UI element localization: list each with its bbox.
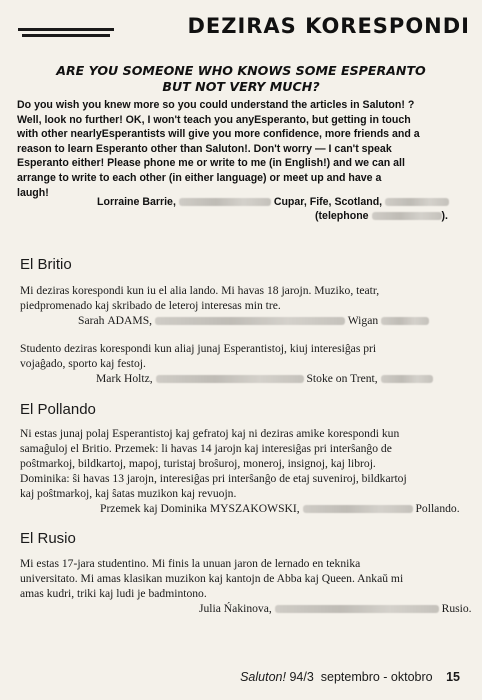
intro-line: Esperanto either! Please phone me or write to me (in English!) and we can all bbox=[17, 157, 405, 170]
ad-line: vojaĝado, sporto kaj festoj. bbox=[20, 357, 146, 370]
contact-name-first: Przemek kaj Dominika bbox=[100, 502, 207, 515]
rusio-ad-text bbox=[20, 556, 462, 601]
contact-place: Stoke on Trent, bbox=[306, 372, 378, 385]
contact-place: Rusio. bbox=[441, 602, 472, 615]
masthead-rule bbox=[18, 28, 114, 31]
phone-end: ). bbox=[441, 210, 448, 222]
ad-line: poŝtmarkoj, bildkartoj, mapoj, turistaj broŝuroj, moneroj, insignoj, kaj libroj. bbox=[20, 457, 376, 470]
intro-heading-line2: BUT NOT VERY MUCH? bbox=[162, 79, 320, 94]
redacted-postcode bbox=[385, 198, 449, 206]
britio-ad1-text bbox=[20, 283, 462, 313]
redacted-phone bbox=[372, 212, 442, 220]
issue-months: septembro - oktobro bbox=[320, 670, 433, 684]
section-title-rusio: El Rusio bbox=[20, 530, 76, 547]
contact-name: Julia Ńakinova, bbox=[199, 602, 272, 615]
page-footer bbox=[240, 670, 460, 684]
intro-phone bbox=[315, 209, 448, 223]
rusio-contact bbox=[199, 601, 472, 616]
intro-line: arrange to write to each other (in either language) or meet up and have a bbox=[17, 171, 382, 184]
section-title-pollando: El Pollando bbox=[20, 401, 96, 418]
signature-name: Lorraine Barrie, bbox=[97, 196, 176, 208]
section-title-britio: El Britio bbox=[20, 256, 72, 273]
intro-paragraph bbox=[17, 98, 469, 200]
masthead bbox=[8, 6, 474, 50]
redacted-postcode bbox=[381, 375, 433, 383]
ad-line: samaĝuloj el Britio. Przemek: li havas 14 jarojn kaj interesiĝas pri interŝanĝo de bbox=[20, 442, 392, 455]
ad-line: Ni estas junaj polaj Esperantistoj kaj gefratoj kaj ni deziras amike korespondi kun bbox=[20, 427, 400, 440]
intro-line: Do you wish you knew more so you could understand the articles in Saluton! ? bbox=[17, 99, 415, 111]
ad-line: Mi deziras korespondi kun iu el alia lando. Mi havas 18 jarojn. Muziko, teatr, bbox=[20, 284, 380, 297]
redacted-address bbox=[275, 605, 439, 613]
contact-name-last: MYSZAKOWSKI, bbox=[209, 502, 300, 515]
redacted-address bbox=[179, 198, 271, 206]
magazine-name: Saluton! bbox=[240, 670, 286, 684]
ad-line: kaj poŝtmarkoj, kaj ŝatas muzikon kaj revuojn. bbox=[20, 487, 237, 500]
ad-line: amas kudri, triki kaj ludi je badmintono. bbox=[20, 587, 207, 600]
britio-ad2-contact bbox=[96, 371, 433, 386]
page-title: DEZIRAS KORESPONDI bbox=[187, 14, 470, 38]
ad-line: piedpromenado kaj skribado de leteroj interesas min tre. bbox=[20, 299, 281, 312]
page-number: 15 bbox=[446, 670, 460, 684]
redacted-postcode bbox=[381, 317, 429, 325]
intro-line: Well, look no further! OK, I won't teach you anyEsperanto, but getting in touch bbox=[17, 113, 411, 126]
intro-line: reason to learn Esperanto other than Saluton!. Don't worry — I can't speak bbox=[17, 142, 392, 155]
intro-line: with other nearlyEsperantists will give you more confidence, more friends and a bbox=[17, 128, 420, 141]
contact-name-first: Sarah bbox=[78, 314, 105, 327]
issue-number: 94/3 bbox=[289, 670, 314, 684]
redacted-address bbox=[303, 505, 413, 513]
masthead-rule bbox=[22, 34, 110, 37]
redacted-address bbox=[155, 317, 345, 325]
signature-place: Cupar, Fife, Scotland, bbox=[273, 196, 383, 208]
britio-ad2-text bbox=[20, 341, 462, 371]
intro-signature bbox=[97, 195, 449, 209]
pollando-contact bbox=[100, 501, 460, 516]
contact-place: Wigan bbox=[347, 314, 379, 327]
ad-line: Dominika: ŝi havas 13 jarojn, interesiĝas pri interŝanĝo de etaj suveniroj, bildkartoj bbox=[20, 472, 407, 485]
phone-label: (telephone bbox=[315, 210, 369, 222]
pollando-ad-text bbox=[20, 426, 462, 501]
ad-line: Studento deziras korespondi kun aliaj junaj Esperantistoj, kiuj interesiĝas pri bbox=[20, 342, 377, 355]
contact-place: Pollando. bbox=[415, 502, 460, 515]
ad-line: universitato. Mi amas klasikan muzikon kaj kantojn de Abba kaj Queen. Ankaŭ mi bbox=[20, 572, 404, 585]
contact-name-last: ADAMS, bbox=[107, 314, 153, 327]
ad-line: Mi estas 17-jara studentino. Mi finis la unuan jaron de lernado en teknika bbox=[20, 557, 361, 570]
contact-name: Mark Holtz, bbox=[96, 372, 153, 385]
intro-line: laugh! bbox=[17, 186, 49, 199]
britio-ad1-contact bbox=[78, 313, 429, 328]
redacted-address bbox=[156, 375, 304, 383]
intro-heading-line1: ARE YOU SOMEONE WHO KNOWS SOME ESPERANTO bbox=[56, 63, 426, 78]
